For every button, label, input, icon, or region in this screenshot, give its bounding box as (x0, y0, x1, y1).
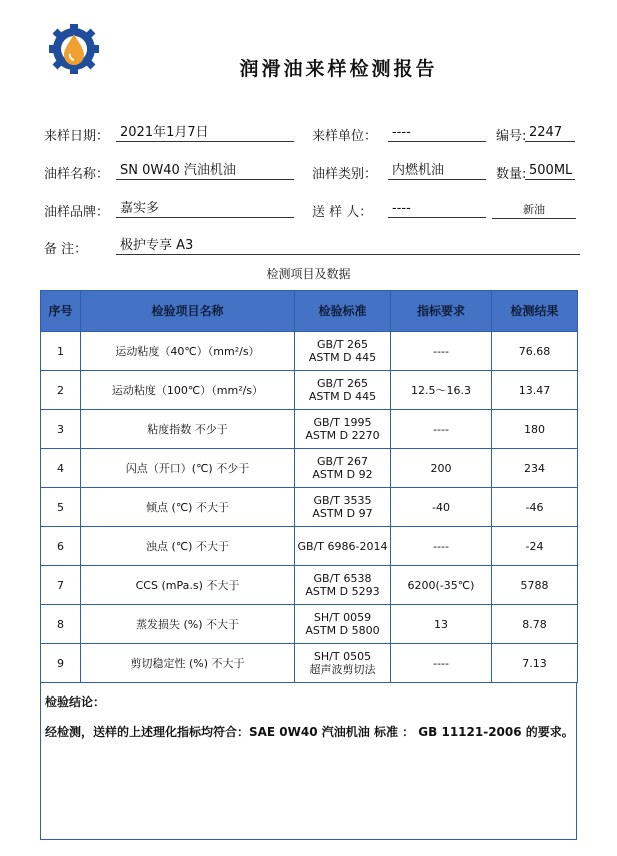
row-standard (295, 332, 391, 371)
qty-label: 数量: (496, 167, 527, 182)
row-no: 1 (41, 332, 81, 371)
col-header-requirement: 指标要求 (391, 291, 492, 332)
row-result: 8.78 (492, 605, 578, 644)
remark-value: 极护专享 A3 (116, 237, 580, 255)
standard-line-2: ASTM D 2270 (305, 429, 380, 442)
row-no: 8 (41, 605, 81, 644)
standard-line-1: GB/T 265 (317, 377, 368, 390)
conclusion-text: 经检测，送样的上述理化指标均符合：SAE 0W40 汽油机油 标准 ： GB 11121-2006 的要求。 (45, 725, 574, 739)
table-row (41, 410, 578, 449)
row-result: -24 (492, 527, 578, 566)
table-row (41, 449, 578, 488)
row-item: 运动粘度（100℃）（mm²/s） (81, 371, 295, 410)
conclusion-box (40, 682, 577, 840)
row-requirement: ---- (391, 644, 492, 683)
row-requirement: ---- (391, 332, 492, 371)
row-no: 3 (41, 410, 81, 449)
row-item: 粘度指数 不少于 (81, 410, 295, 449)
standard-line-1: GB/T 3535 (313, 494, 372, 507)
row-no: 7 (41, 566, 81, 605)
standard-line-1: GB/T 6538 (313, 572, 372, 585)
brand-value: 嘉实多 (116, 200, 294, 218)
remark-label: 备 注： (44, 242, 88, 257)
row-requirement: 6200(-35℃) (391, 566, 492, 605)
standard-line-1: GB/T 1995 (313, 416, 372, 429)
unit-value: ---- (388, 124, 486, 142)
standard-line-1: SH/T 0505 (313, 650, 372, 663)
standard-line-1: GB/T 265 (317, 338, 368, 351)
row-result: 5788 (492, 566, 578, 605)
col-header-item: 检验项目名称 (81, 291, 295, 332)
name-value: SN 0W40 汽油机油 (116, 162, 294, 180)
row-item: 蒸发损失 (%) 不大于 (81, 605, 295, 644)
table-row (41, 332, 578, 371)
standard-line-2: ASTM D 5293 (305, 585, 380, 598)
sender-value: ---- (388, 200, 486, 218)
row-result: 7.13 (492, 644, 578, 683)
row-result: 180 (492, 410, 578, 449)
row-standard (295, 449, 391, 488)
row-standard (295, 566, 391, 605)
table-header-row (41, 291, 578, 332)
standard-line-2: ASTM D 445 (308, 351, 377, 364)
number-label: 编号: (496, 129, 527, 144)
standard-line-2: ASTM D 97 (312, 507, 373, 520)
row-standard (295, 410, 391, 449)
table-row (41, 527, 578, 566)
table-row (41, 644, 578, 683)
row-standard (295, 371, 391, 410)
col-header-no: 序号 (41, 291, 81, 332)
row-requirement: ---- (391, 527, 492, 566)
row-result: -46 (492, 488, 578, 527)
standard-line-1: GB/T 6986-2014 (297, 539, 388, 553)
row-standard (295, 527, 391, 566)
table-row (41, 566, 578, 605)
category-label: 油样类别： (312, 167, 378, 182)
table-row (41, 488, 578, 527)
row-item: 闪点（开口）(℃) 不少于 (81, 449, 295, 488)
page-title: 润滑油来样检测报告 (239, 58, 438, 80)
unit-label: 来样单位： (312, 129, 378, 144)
row-requirement: 200 (391, 449, 492, 488)
section-title: 检测项目及数据 (266, 267, 351, 281)
row-no: 6 (41, 527, 81, 566)
row-result: 13.47 (492, 371, 578, 410)
standard-line-1: SH/T 0059 (313, 611, 372, 624)
row-result: 76.68 (492, 332, 578, 371)
test-data-table (40, 290, 578, 683)
name-label: 油样名称： (44, 167, 110, 182)
date-value: 2021年1月7日 (116, 124, 294, 142)
row-item: 倾点 (℃) 不大于 (81, 488, 295, 527)
row-result: 234 (492, 449, 578, 488)
brand-label: 油样品牌： (44, 205, 110, 220)
condition-value: 新油 (492, 201, 576, 219)
row-requirement: 13 (391, 605, 492, 644)
category-value: 内燃机油 (388, 162, 486, 180)
row-item: 运动粘度（40℃）（mm²/s） (81, 332, 295, 371)
standard-line-2: ASTM D 92 (312, 468, 373, 481)
qty-value: 500ML (525, 162, 575, 180)
table-row (41, 605, 578, 644)
row-item: 浊点 (℃) 不大于 (81, 527, 295, 566)
standard-line-1: GB/T 267 (317, 455, 368, 468)
row-standard (295, 644, 391, 683)
col-header-standard: 检验标准 (295, 291, 391, 332)
standard-line-2: ASTM D 5800 (305, 624, 380, 637)
row-no: 9 (41, 644, 81, 683)
row-no: 5 (41, 488, 81, 527)
row-requirement: 12.5～16.3 (391, 371, 492, 410)
standard-line-2: 超声波剪切法 (309, 663, 376, 676)
row-standard (295, 605, 391, 644)
number-value: 2247 (525, 124, 575, 142)
col-header-result: 检测结果 (492, 291, 578, 332)
sender-label: 送 样 人： (312, 205, 373, 220)
conclusion-title: 检验结论： (45, 695, 106, 709)
standard-line-2: ASTM D 445 (308, 390, 377, 403)
row-item: 剪切稳定性 (%) 不大于 (81, 644, 295, 683)
row-requirement: ---- (391, 410, 492, 449)
row-requirement: -40 (391, 488, 492, 527)
row-standard (295, 488, 391, 527)
date-label: 来样日期： (44, 129, 110, 144)
row-no: 2 (41, 371, 81, 410)
row-item: CCS (mPa.s) 不大于 (81, 566, 295, 605)
row-no: 4 (41, 449, 81, 488)
table-row (41, 371, 578, 410)
